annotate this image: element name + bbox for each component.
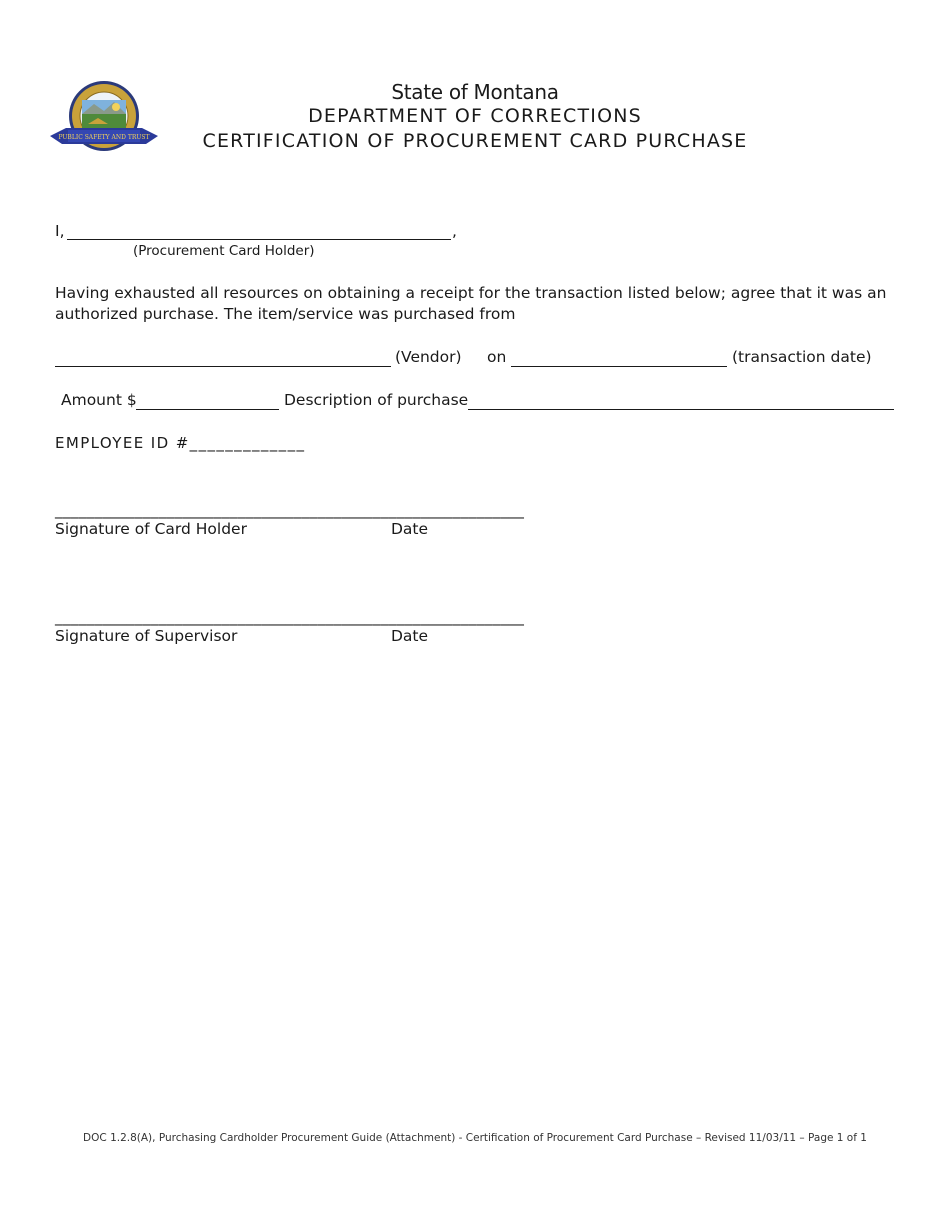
- statement-line-2: authorized purchase. The item/service was purchased from: [55, 305, 516, 323]
- employee-id-label: EMPLOYEE ID #: [55, 434, 190, 452]
- footer-reference: DOC 1.2.8(A), Purchasing Cardholder Procurement Guide (Attachment) - Certification of Procurement Card Purchase – Revised 11/03/11 – Page 1 of 1: [83, 1132, 867, 1144]
- form-title: CERTIFICATION OF PROCUREMENT CARD PURCHASE: [202, 130, 748, 152]
- vendor-field[interactable]: [55, 366, 391, 367]
- transaction-date-field[interactable]: [511, 366, 727, 367]
- transaction-date-label: (transaction date): [732, 348, 872, 366]
- amount-label: Amount $: [61, 391, 137, 409]
- cardholder-signature-label: Signature of Card Holder: [55, 520, 247, 538]
- description-label: Description of purchase: [284, 391, 469, 409]
- employee-id-row: [55, 434, 305, 452]
- supervisor-signature-field[interactable]: ___________________________________________________________: [55, 608, 525, 626]
- svg-text:PUBLIC SAFETY AND TRUST: PUBLIC SAFETY AND TRUST: [58, 134, 150, 141]
- supervisor-date-label: Date: [391, 627, 429, 645]
- department-title: DEPARTMENT OF CORRECTIONS: [308, 105, 642, 127]
- description-field[interactable]: [468, 409, 894, 410]
- employee-id-field[interactable]: _____________: [189, 434, 306, 452]
- cardholder-signature-field[interactable]: ___________________________________________________________: [55, 501, 525, 519]
- cardholder-date-label: Date: [391, 520, 429, 538]
- vendor-label: (Vendor): [395, 348, 462, 366]
- intro-comma: ,: [452, 222, 457, 240]
- card-holder-name-field[interactable]: [67, 239, 451, 240]
- on-label: on: [487, 348, 507, 366]
- statement-line-1: Having exhausted all resources on obtaining a receipt for the transaction listed below; agree that it was an: [55, 284, 887, 302]
- supervisor-signature-label: Signature of Supervisor: [55, 627, 238, 645]
- card-holder-caption: (Procurement Card Holder): [133, 243, 315, 259]
- intro-prefix: I,: [55, 222, 65, 240]
- amount-field[interactable]: [136, 409, 279, 410]
- state-title: State of Montana: [391, 80, 559, 104]
